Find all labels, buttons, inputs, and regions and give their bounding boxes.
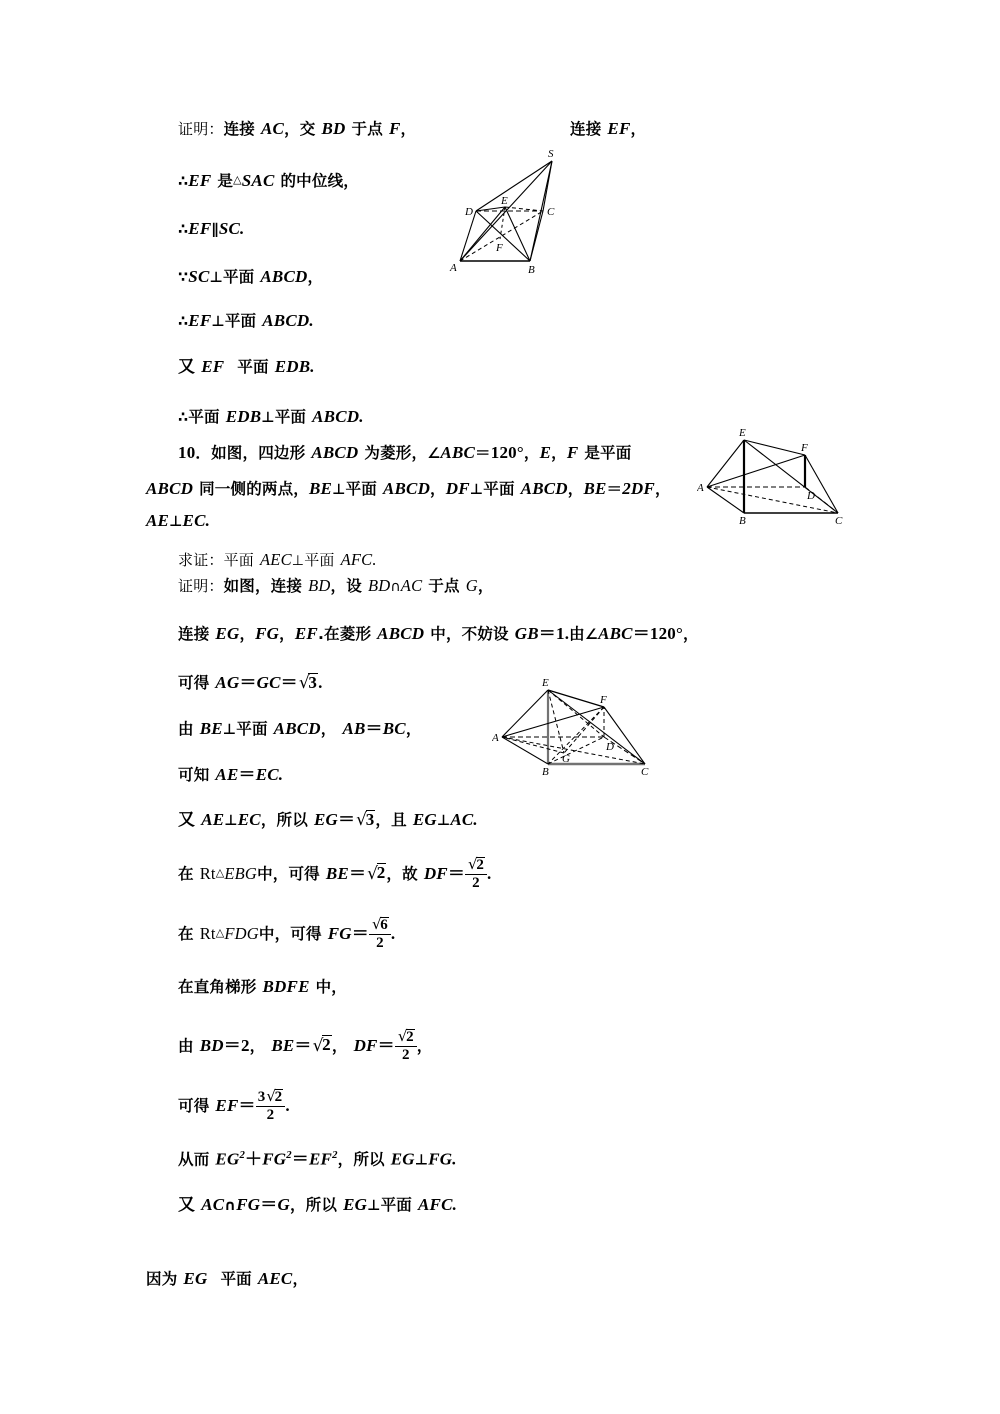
frac-sqrt6-over-2 (369, 917, 391, 951)
point-f-2: F (566, 443, 579, 462)
seg-be: BE (309, 479, 333, 498)
figure1-label-a: A (450, 262, 457, 274)
sqrt-2-2: √2 (468, 855, 485, 873)
proof10-line-connect-bd (178, 578, 494, 595)
plane-aec-2: AEC (257, 1269, 293, 1288)
value-120deg: 120° (490, 443, 524, 462)
plane-abcd-3: ABCD. (312, 407, 364, 426)
text-plane-7: 平面 (483, 480, 515, 498)
equals-sign-4: ＝ (632, 624, 650, 643)
text-comma-15: ， (249, 1036, 266, 1055)
proof-line-connect-ac (178, 120, 416, 138)
problem-10-stem-line-2 (146, 480, 671, 498)
seg-be-3: BE (199, 719, 223, 738)
text-comma-11: ， (279, 625, 295, 643)
plane-abcd-6: ABCD (520, 479, 568, 498)
rt-label: Rt (199, 863, 216, 883)
problem-dot: ． (195, 444, 212, 462)
triangle-symbol: △ (233, 173, 242, 186)
therefore-symbol-4: ∴ (178, 410, 189, 426)
text-are-plane: 是平面 (584, 444, 632, 462)
quad-abcd: ABCD (311, 443, 359, 462)
text-comma-13: ， (320, 720, 337, 738)
equals-sign-17: ＝ (291, 1149, 309, 1169)
plane-abcd-7: ABCD (273, 719, 321, 738)
seg-ef: EF (607, 119, 631, 138)
figure2-label-f: F (801, 442, 808, 454)
text-connect: 连接 (223, 120, 256, 138)
text-comma-4: ， (523, 444, 540, 462)
sqrt-6: √6 (371, 915, 388, 933)
frac-sqrt2-over-2 (465, 857, 487, 891)
text-comma-jiao: ，交 (284, 120, 316, 138)
seg-eg-2: EG (313, 810, 338, 829)
figure2-label-e: E (739, 427, 746, 439)
seg-fg-2: FG (327, 923, 352, 943)
seg-eg-4: EG (215, 1149, 240, 1169)
plane-afc-2: AFC. (418, 1195, 458, 1214)
seg-bd-3: BD (367, 576, 391, 595)
proof-line-ef-in-plane-edb (178, 358, 315, 376)
text-obtain-4: 可得 (178, 1096, 210, 1115)
text-also-2: 又 (178, 810, 196, 830)
seg-sc: SC. (218, 219, 245, 238)
seg-eg-6: EG (343, 1195, 368, 1214)
period-3: . (390, 923, 396, 943)
text-in-comma: 中， (315, 978, 348, 996)
angle-abc-2: ABC (598, 624, 633, 643)
text-therefore-3: ，所以 (337, 1150, 385, 1169)
seg-fg-5: FG (236, 1195, 261, 1214)
equals-sign-18: ＝ (260, 1195, 278, 1214)
proof10-line-eg-in-plane-aec (146, 1270, 308, 1288)
perp-symbol-12: ⊥ (367, 1198, 381, 1214)
parallel-symbol: ∥ (211, 222, 219, 238)
text-plane-11: 平面 (380, 1196, 412, 1214)
equals-sign-13: ＝ (223, 1035, 241, 1055)
equals-sign-3: ＝ (538, 624, 556, 643)
text-comma-7: ， (567, 480, 584, 498)
seg-ag: AG (215, 673, 240, 692)
equals-sign-15: ＝ (377, 1035, 395, 1055)
frac-sqrt2-over-2-b (395, 1029, 417, 1063)
text-also: 又 (178, 357, 196, 377)
seg-bd-2: BD (308, 576, 331, 595)
perp-symbol-3: ⊥ (261, 410, 275, 426)
proof10-line-ae-ec (178, 766, 283, 784)
seg-bd: BD (321, 119, 346, 138)
text-is: 是 (217, 172, 234, 190)
seg-ef-5: EF (201, 357, 225, 376)
figure2-label-b: B (739, 515, 746, 526)
frac-denominator-4: 2 (256, 1106, 286, 1124)
figure1-label-d: D (465, 206, 473, 218)
text-plane-12: 平面 (220, 1270, 252, 1288)
seg-ef-8: EF (309, 1149, 333, 1169)
text-plane-9: 平面 (304, 551, 335, 569)
proof-label-zhengming: 证明： (178, 120, 224, 138)
proof10-line-rt-ebg (178, 855, 492, 892)
sqrt-2-body-5: 2 (274, 1088, 283, 1105)
plane-aec: AEC (260, 550, 292, 569)
plane-afc: AFC. (340, 550, 377, 569)
angle-symbol-2: ∠ (584, 627, 599, 643)
text-as-figure-quad: 如图，四边形 (211, 444, 306, 462)
perp-symbol-5: ⊥ (469, 482, 484, 498)
seg-ef-4: EF (188, 311, 212, 330)
text-plane-5: 平面 (274, 408, 307, 426)
text-plane-3: 平面 (237, 358, 269, 376)
angle-abc: ABC (440, 443, 476, 462)
label-zhengming-2: 证明： (178, 577, 224, 595)
sqrt-2: √2 (367, 863, 386, 884)
proof-line-sc-perp-plane (178, 268, 323, 286)
plane-abcd-4: ABCD (146, 479, 194, 498)
period-4: . (285, 1095, 290, 1115)
period-2: . (487, 863, 492, 883)
text-is-rhombus: 为菱形， (364, 444, 428, 462)
text-comma-5: ， (551, 444, 567, 462)
text-therefore-2: ，所以 (260, 811, 308, 829)
trapezoid-bdfe: BDFE (262, 977, 310, 996)
perp-symbol-6: ⊥ (169, 514, 183, 530)
perp-symbol-4: ⊥ (332, 482, 346, 498)
rt-label-2: Rt (199, 923, 216, 943)
seg-df-3: DF (353, 1035, 378, 1055)
figure3-label-c: C (641, 766, 649, 777)
tri-fdg: FDG (224, 923, 259, 943)
plane-abcd-5: ABCD (382, 479, 431, 498)
text-comma-hence: ，故 (386, 864, 418, 883)
seg-ac-3: AC. (450, 810, 478, 829)
therefore-symbol: ∴ (178, 174, 189, 190)
text-same-side-two-points: 同一侧的两点， (199, 480, 309, 498)
seg-be-2: BE (583, 479, 607, 498)
text-comma-18: ， (292, 1270, 309, 1288)
text-comma-3: ， (307, 268, 324, 286)
proof10-line-connect-eg-fg-ef (178, 625, 699, 643)
seg-ab: AB (342, 719, 366, 738)
therefore-symbol-3: ∴ (178, 314, 189, 330)
tri-sac: SAC (241, 171, 275, 190)
text-plane-6: 平面 (345, 480, 377, 498)
proof10-line-pythagoras (178, 1150, 457, 1168)
text-right-trapezoid: 在直角梯形 (178, 978, 257, 996)
text-in-rhombus: .在菱形 (317, 625, 372, 643)
equals-sign-11: ＝ (447, 863, 466, 883)
point-e: E (539, 443, 552, 462)
text-comma-10: ， (239, 625, 256, 643)
angle-symbol: ∠ (427, 446, 441, 462)
text-plane: 平面 (222, 268, 255, 286)
perp-symbol-2: ⊥ (211, 314, 225, 330)
seg-ac-2: AC (400, 576, 423, 595)
perp-symbol-8: ⊥ (222, 722, 237, 738)
proof-line-connect-ef (570, 120, 646, 138)
proof10-line-rt-fdg (178, 915, 396, 952)
proof10-line-be-perp (178, 720, 422, 738)
label-qiuzheng: 求证： (178, 551, 224, 569)
value-120deg-2: 120° (649, 624, 683, 643)
figure1-label-s: S (548, 148, 554, 160)
text-at-point-2: 于点 (428, 577, 460, 595)
seg-fg-3: FG (262, 1149, 287, 1169)
period-1: . (318, 673, 323, 692)
text-because: 因为 (146, 1270, 178, 1288)
figure3-label-e: E (542, 677, 549, 689)
proof-line-plane-edb-perp-abcd (178, 408, 364, 426)
text-at-point: 于点 (351, 120, 383, 138)
text-plane-10: 平面 (236, 720, 268, 738)
seg-bc: BC (382, 719, 406, 738)
seg-ae-3: AE (201, 810, 225, 829)
point-g-2: G (277, 1195, 290, 1214)
seg-ef-7: EF (215, 1095, 239, 1115)
figure3-label-a: A (492, 732, 499, 744)
equals-sign-7: ＝ (365, 719, 383, 738)
triangle-symbol-2: △ (215, 865, 225, 879)
sqrt-6-body: 6 (380, 916, 388, 933)
rhombus-abcd: ABCD (377, 624, 425, 643)
proof10-line-bd-be-df (178, 1027, 433, 1064)
triangle-symbol-3: △ (215, 925, 225, 939)
seg-ae-2: AE (215, 765, 239, 784)
seg-eg: EG (215, 624, 240, 643)
equals-sign-8: ＝ (238, 765, 256, 784)
figure-rhombus-with-point-g (492, 665, 657, 777)
seg-fg-4: FG. (428, 1149, 457, 1169)
sqrt-2-body-4: 2 (406, 1028, 414, 1045)
text-plane-8: 平面 (223, 551, 255, 569)
equals-sign-2: ＝ (606, 480, 623, 498)
seg-ac: AC (261, 119, 285, 138)
text-obtain: 可得 (178, 674, 210, 692)
seg-ef-3: EF (188, 219, 212, 238)
text-may-assume: 中，不妨设 (430, 625, 509, 643)
perp-symbol-7: ⊥ (291, 553, 305, 569)
equals-sign-16: ＝ (238, 1095, 256, 1115)
text-comma-9: ， (477, 577, 494, 595)
text-from-3: 由 (178, 1036, 194, 1055)
frac-3sqrt2-over-2 (256, 1089, 286, 1123)
sqrt-2-body: 2 (376, 863, 386, 883)
exponent-2: 2 (286, 1149, 292, 1161)
seg-bd-4: BD (199, 1035, 224, 1055)
equals-sign-14: ＝ (294, 1035, 312, 1055)
seg-ae: AE (146, 511, 170, 530)
tri-ebg: EBG (224, 863, 258, 883)
text-connect-3: 连接 (178, 625, 210, 643)
figure3-label-b: B (542, 766, 549, 777)
intersect-symbol: ∩ (390, 579, 401, 595)
text-comma-and: ，且 (375, 811, 407, 829)
figure-rhombus-with-perpendiculars (697, 420, 849, 526)
text-obtain-2: 中，可得 (257, 864, 320, 883)
seg-df: DF (445, 479, 470, 498)
text-plane-2: 平面 (224, 312, 257, 330)
text-in: 在 (178, 864, 194, 883)
seg-gc: GC (256, 673, 281, 692)
figure3-label-d: D (606, 741, 614, 753)
text-plane-4: 平面 (188, 408, 220, 426)
seg-eg-5: EG (390, 1149, 415, 1169)
seg-ec-2: EC. (255, 765, 284, 784)
figure2-label-d: D (807, 490, 815, 502)
value-1: 1. (556, 624, 570, 643)
frac-denominator-1: 2 (465, 874, 487, 892)
seg-be-5: BE (271, 1035, 295, 1055)
proof-line-ef-parallel-sc (178, 220, 244, 238)
plane-abcd: ABCD (260, 267, 308, 286)
equals-sign-6: ＝ (280, 673, 298, 692)
seg-ac-4: AC (201, 1195, 225, 1214)
figure3-label-f: F (600, 694, 607, 706)
seg-eg-3: EG (412, 810, 437, 829)
frac-numerator-coef: 3 (257, 1089, 266, 1105)
seg-gb: GB (514, 624, 539, 643)
point-f: F (388, 119, 401, 138)
seg-ef-2: EF (188, 171, 212, 190)
proof-line-ef-perp-plane (178, 312, 314, 330)
equals-sign-9: ＝ (337, 810, 356, 829)
sqrt-2-3: √2 (312, 1035, 331, 1056)
text-comma-16: ， (331, 1036, 348, 1055)
sqrt-3-body-2: 3 (365, 809, 375, 829)
seg-ef-6: EF (294, 624, 318, 643)
figure-pyramid-sabcd (448, 143, 566, 275)
figure1-label-e: E (501, 195, 508, 207)
problem-number: 10 (178, 443, 196, 462)
text-midline: 的中位线， (280, 172, 359, 190)
plane-edb: EDB. (274, 357, 315, 376)
text-obtain-3: 中，可得 (258, 924, 322, 943)
text-also-3: 又 (178, 1195, 196, 1215)
proof10-line-ag-gc (178, 673, 323, 692)
seg-be-4: BE (325, 863, 349, 883)
figure1-label-f: F (496, 242, 503, 254)
perp-symbol-11: ⊥ (414, 1152, 429, 1169)
seg-sc-2: SC (188, 267, 210, 286)
sqrt-3-2: √3 (356, 809, 375, 830)
plane-edb-2: EDB (225, 407, 262, 426)
text-comma-12: ， (683, 625, 699, 643)
text-connect-2: 连接 (570, 120, 602, 138)
plane-abcd-2: ABCD. (262, 311, 314, 330)
equals-sign-5: ＝ (239, 673, 257, 692)
frac-denominator-3: 2 (395, 1046, 417, 1064)
text-comma-17: ， (416, 1036, 433, 1055)
text-in-2: 在 (178, 924, 194, 943)
perp-symbol-9: ⊥ (224, 813, 238, 829)
sqrt-2-4: √2 (397, 1027, 414, 1045)
seg-eg-7: EG (183, 1269, 208, 1288)
figure1-label-b: B (528, 264, 535, 275)
sqrt-3-body: 3 (308, 672, 318, 692)
text-comma-6: ， (430, 480, 446, 498)
figure2-label-c: C (835, 515, 843, 526)
because-symbol: ∵ (178, 270, 189, 286)
expr-2df: 2DF (622, 479, 655, 498)
text-therefore-4: ，所以 (289, 1196, 338, 1214)
seg-ec-3: EC (237, 810, 261, 829)
sqrt-2-5: √2 (266, 1087, 283, 1105)
figure2-label-a: A (697, 482, 704, 494)
proof10-line-trapezoid (178, 978, 347, 996)
text-as-figure-connect: 如图，连接 (223, 577, 303, 595)
text-from: 由 (569, 625, 585, 643)
problem-10-stem-line-1 (178, 444, 631, 462)
exponent-3: 2 (332, 1149, 338, 1161)
seg-df-2: DF (423, 863, 448, 883)
proof-line-ef-midline (178, 172, 359, 190)
text-comma-let: ，设 (330, 577, 362, 595)
sqrt-3: √3 (298, 672, 318, 693)
sqrt-2-body-2: 2 (476, 856, 485, 873)
frac-denominator-2: 2 (369, 934, 391, 952)
exponent-1: 2 (239, 1149, 245, 1161)
figure3-label-g: G (562, 753, 570, 765)
seg-ec: EC. (182, 511, 211, 530)
equals-sign-10: ＝ (348, 863, 367, 883)
text-comma-8: ， (654, 480, 671, 498)
proof10-line-ef-value (178, 1087, 290, 1124)
problem-10-stem-line-3 (146, 512, 210, 530)
problem-10-ask-line (178, 552, 377, 569)
proof10-line-eg-sqrt3 (178, 810, 478, 829)
text-from-2: 由 (178, 720, 194, 738)
sqrt-2-body-3: 2 (322, 1035, 331, 1055)
text-known: 可知 (178, 766, 210, 784)
intersect-symbol-2: ∩ (224, 1198, 237, 1214)
text-comma: ， (400, 120, 417, 138)
value-2: 2 (240, 1035, 250, 1055)
equals-sign: ＝ (475, 444, 491, 462)
text-comma-14: ， (405, 720, 422, 738)
equals-sign-12: ＝ (351, 923, 369, 943)
perp-symbol: ⊥ (209, 270, 223, 286)
plus-sign: ＋ (245, 1149, 263, 1169)
therefore-symbol-2: ∴ (178, 222, 189, 238)
text-comma-2: ， (630, 120, 647, 138)
seg-fg: FG (255, 624, 280, 643)
figure1-label-c: C (547, 206, 555, 218)
text-thus: 从而 (178, 1150, 210, 1169)
perp-symbol-10: ⊥ (436, 813, 451, 829)
proof10-line-eg-perp-plane-afc (178, 1196, 457, 1214)
point-g: G (465, 576, 478, 595)
